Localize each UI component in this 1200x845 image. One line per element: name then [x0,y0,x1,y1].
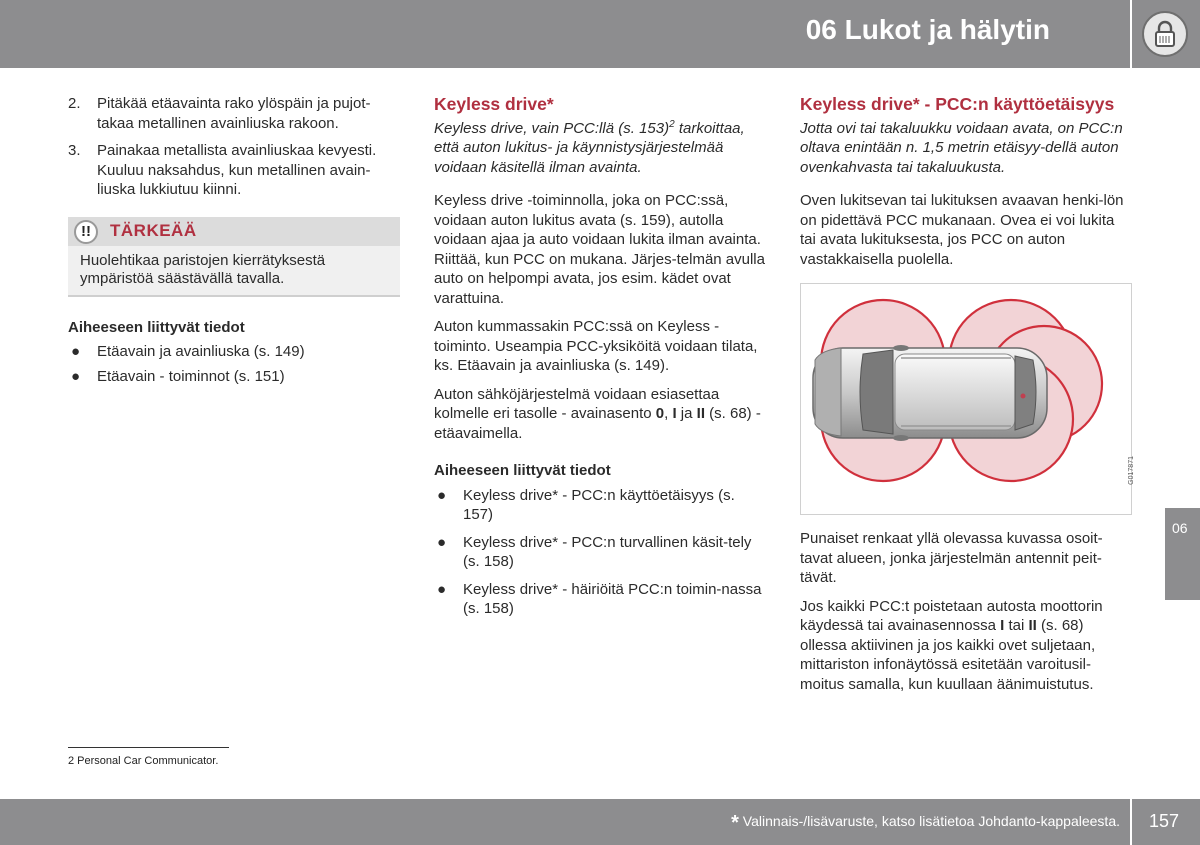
footnote: 2 Personal Car Communicator. [68,755,219,767]
bullet-dot: ● [437,580,447,598]
warning-icon: !! [74,220,98,244]
footnote-divider [68,747,229,748]
intro-text: tarkoittaa, että auton lukitus- ja käynnistysjärjestelmää voidaan käsitellä ilman avainta. [434,119,745,176]
paragraph: Punaiset renkaat yllä olevassa kuvassa osoit-tavat alueen, jonka järjestelmän antennit peit-tävät. [800,530,1103,586]
related-link[interactable] [68,367,400,387]
related-link-text: Keyless drive* - PCC:n käyttöetäisyys (s. 157) [463,486,735,523]
important-title: TÄRKEÄÄ [110,220,197,240]
step-text: Painakaa metallista avainliuskaa kevyesti. Kuuluu naksahdus, kun metallinen avain-liuska lukkiutuu kiinni. [97,142,377,198]
step-item [68,141,400,200]
step-item [68,94,400,133]
footer-note-text: Valinnais-/lisävaruste, katso lisätietoa Johdanto-kappaleesta. [738,813,1120,829]
footnote-ref[interactable]: 2 [669,118,675,130]
chapter-icon-tab [1132,0,1200,68]
important-header [68,217,400,246]
bullet-dot: ● [71,343,81,360]
footer-note [731,812,1120,835]
figure-code: G017871 [1128,456,1135,485]
related-link-text: Keyless drive* - häiriöitä PCC:n toimin-nassa (s. 158) [463,580,762,617]
text: (s. 68) - etäavaimella. [434,405,761,442]
page-number: 157 [1149,811,1180,831]
chapter-side-tab [1165,508,1200,600]
chapter-number: 06 [1172,520,1188,536]
section-intro: Jotta ovi tai takaluukku voidaan avata, on PCC:n oltava enintään n. 1,5 metrin etäisyy-dellä auton ovenkahvasta tai takaluukusta. [800,119,1123,176]
key-position: II [1028,617,1037,634]
column-middle [434,94,766,619]
related-link[interactable] [434,486,766,525]
step-text: Pitäkää etäavainta rako ylöspäin ja pujot-takaa metallinen avainliuska rakoon. [97,95,371,132]
related-link[interactable] [68,342,400,362]
text: tai [1004,617,1029,634]
step-number: 3. [68,142,81,159]
page-number-box [1132,799,1200,845]
text: Jos kaikki PCC:t poistetaan autosta moottorin käydessä tai avainasennossa [800,597,1103,634]
step-number: 2. [68,95,81,112]
key-position: II [696,405,705,422]
bullet-dot: ● [437,533,447,551]
paragraph [800,597,1132,695]
section-heading: Keyless drive* [434,94,554,114]
section-heading: Keyless drive* - PCC:n käyttöetäisyys [800,94,1115,114]
car-range-diagram [801,284,1131,514]
asterisk-icon: * [731,812,739,834]
key-position: 0 [655,405,665,422]
related-link[interactable] [434,580,766,619]
related-title: Aiheeseen liittyvät tiedot [434,462,611,479]
related-link[interactable] [434,533,766,572]
related-link-text: Etäavain ja avainliuska (s. 149) [97,343,305,360]
key-position: I [672,405,677,422]
related-title: Aiheeseen liittyvät tiedot [68,318,245,336]
paragraph: Oven lukitsevan tai lukituksen avaavan henki-lön on pidettävä PCC mukanaan. Ovea ei voi lukita tai avata lukituksesta, jos PCC on auton vastakkaisella puolella. [800,192,1124,268]
important-box [68,217,400,297]
column-left [68,94,400,386]
text: ja [676,405,697,422]
column-right [800,94,1135,703]
chapter-title: 06 Lukot ja hälytin [805,14,1050,45]
text: Auton sähköjärjestelmä voidaan esiasettaa kolmelle eri tasolle - avainasento [434,385,720,422]
text: , [664,405,673,422]
important-text: Huolehtikaa paristojen kierrätyksestä ympäristöä säästävällä tavalla. [68,246,400,297]
related-link-text: Keyless drive* - PCC:n turvallinen käsit-tely (s. 158) [463,533,752,570]
car-top-view [813,345,1047,441]
lock-icon [1142,11,1188,57]
page-footer [0,799,1130,845]
section-intro [434,119,766,178]
text: (s. 68) ollessa aktiivinen ja jos kaikki ovet suljetaan, mittariston infonäytössä esitetään varoitusil-moitus samalla, kun kuullaan äänimuistutus. [800,617,1096,693]
page-header [0,0,1130,68]
key-position: I [1000,617,1005,634]
range-illustration [800,283,1135,515]
related-link-text: Etäavain - toiminnot (s. 151) [97,367,285,385]
intro-text: Keyless drive, vain PCC:llä (s. 153) [434,119,670,137]
paragraph: Auton kummassakin PCC:ssä on Keyless -toiminto. Useampia PCC-yksiköitä voidaan tilata, ks. Etäavain ja avainliuska (s. 149). [434,318,758,374]
bullet-dot: ● [437,486,447,504]
paragraph [434,385,766,444]
bullet-dot: ● [71,367,81,385]
paragraph: Keyless drive -toiminnolla, joka on PCC:ssä, voidaan auton lukitus avata (s. 159), autolla voidaan ajaa ja auto voidaan lukita ilman avainta. Riittää, kun PCC on mukana. Järjes-telmän avulla auto on helpompi avata, jos esim. kädet ovat varattuina. [434,192,765,307]
